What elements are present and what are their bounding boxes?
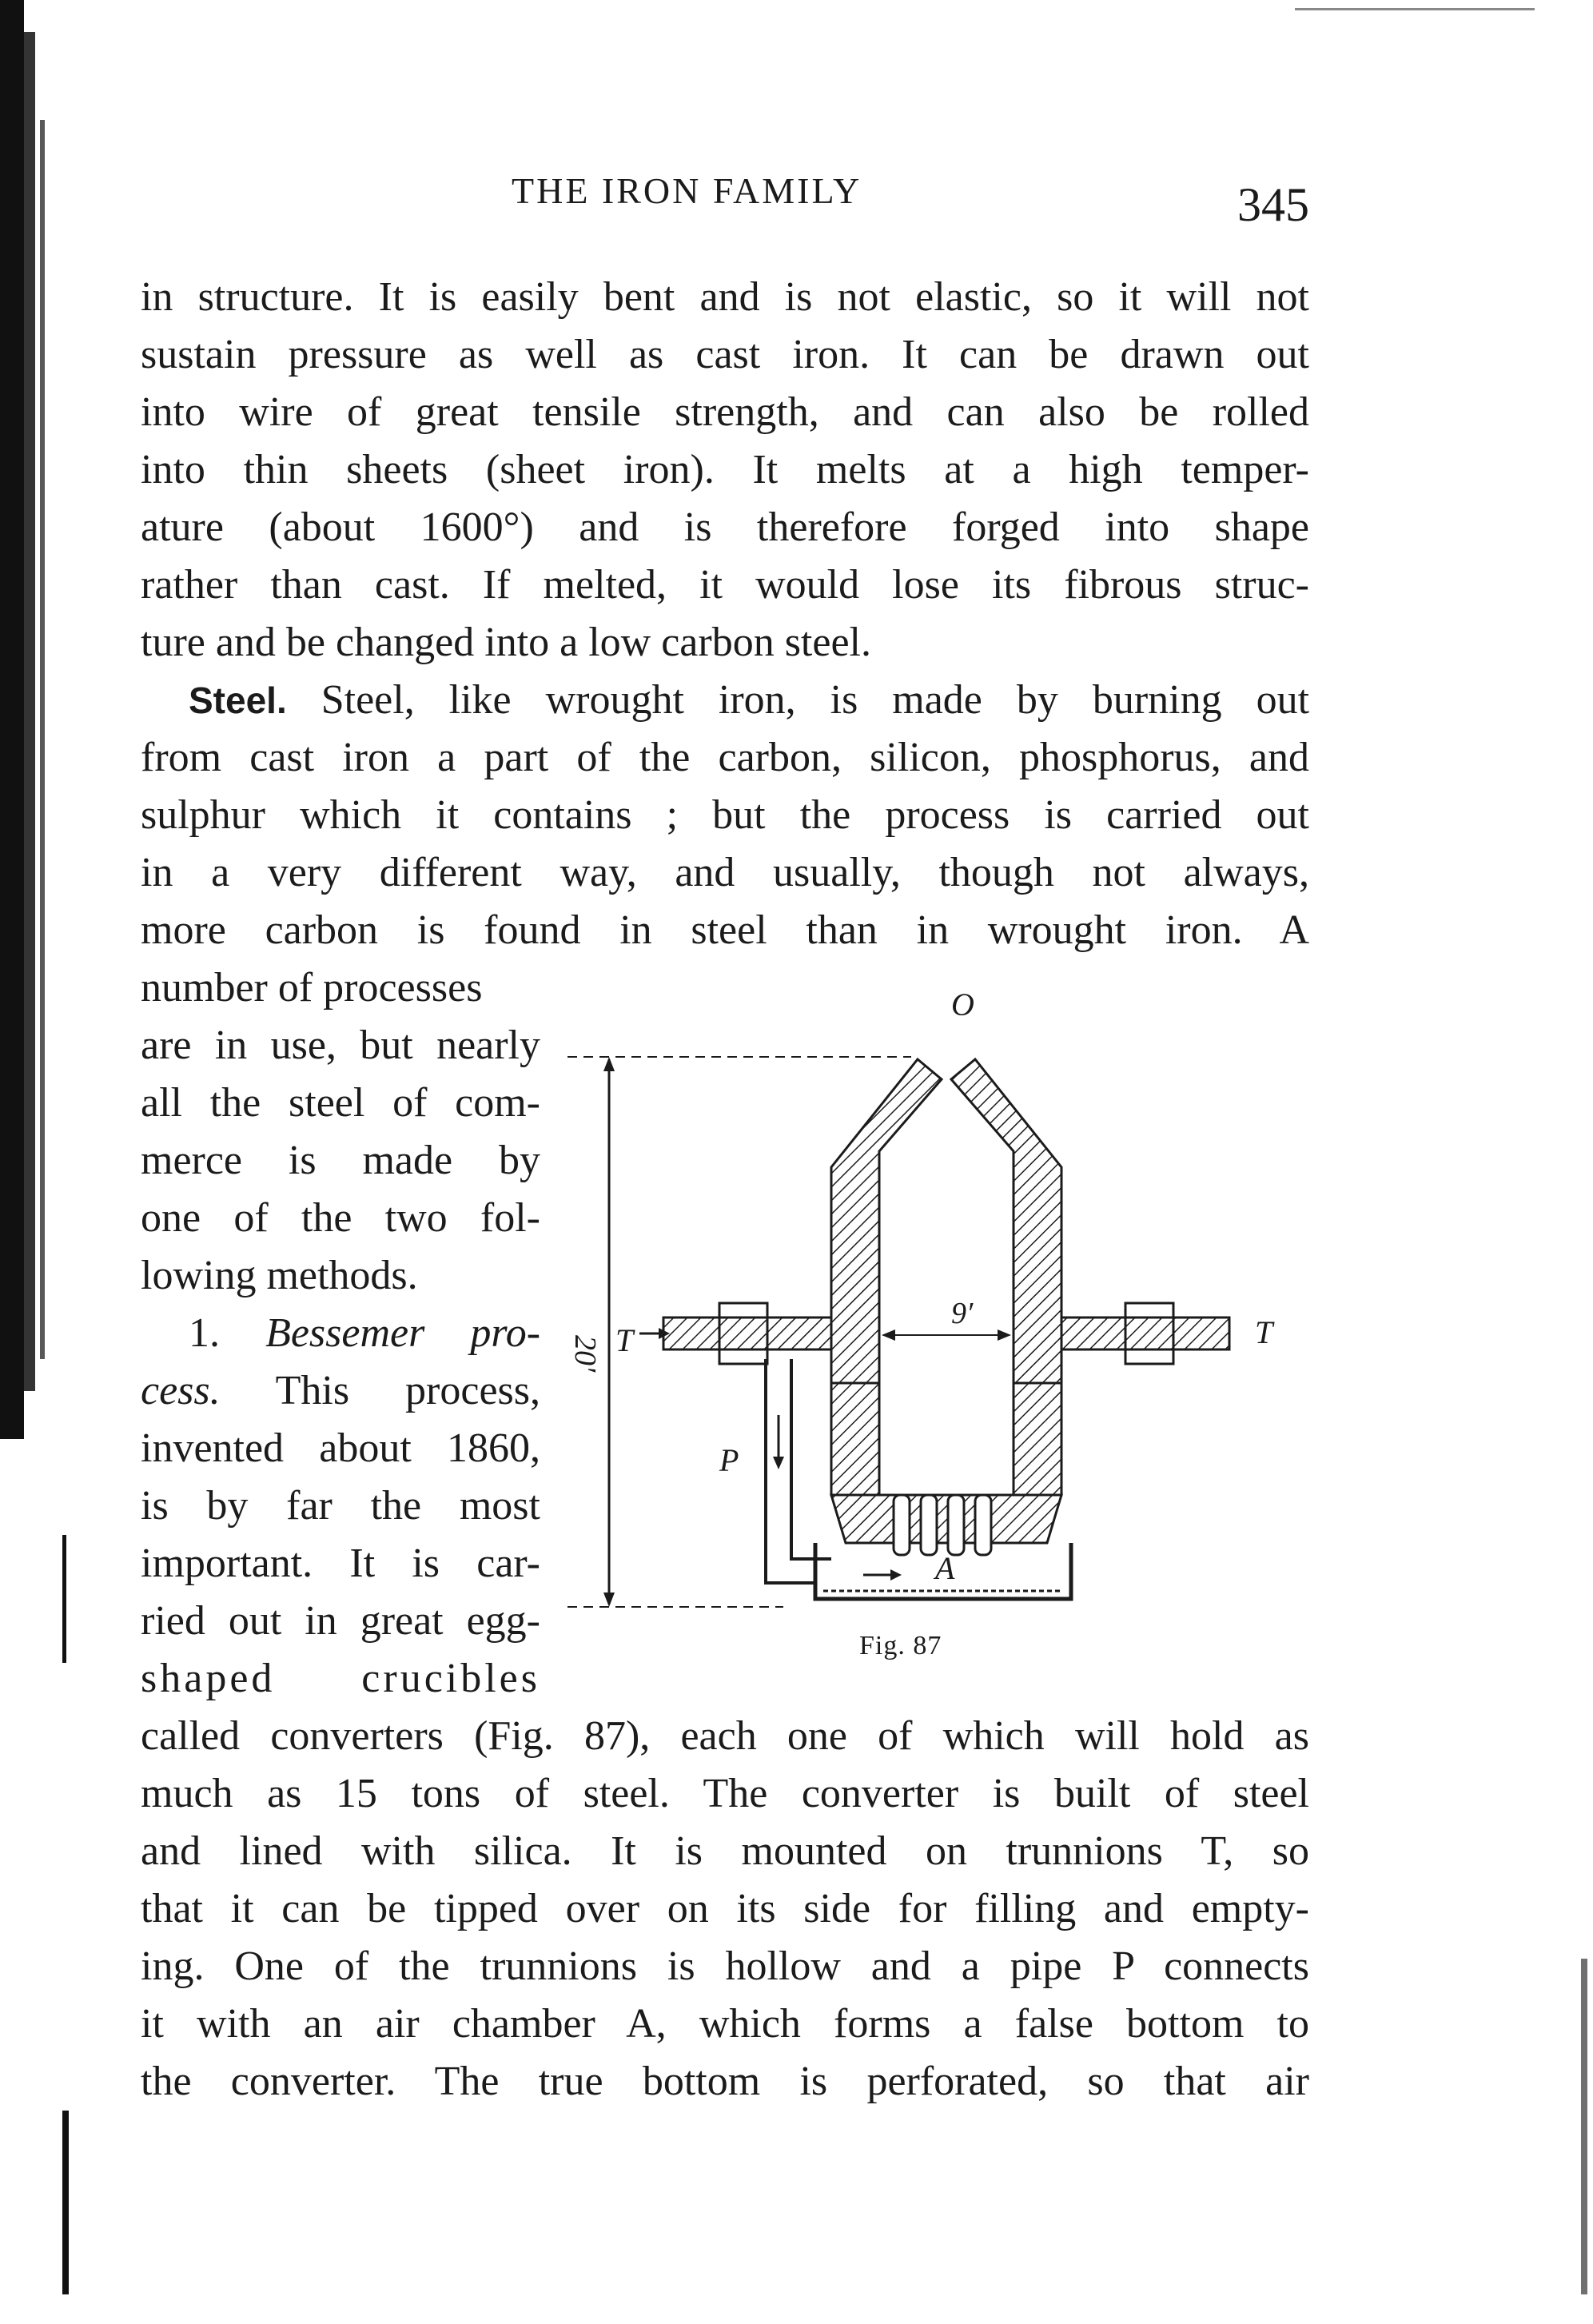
figure-caption: Fig. 87	[859, 1631, 942, 1660]
body-line: important. It is car-	[141, 1541, 540, 1586]
body-line: and lined with silica. It is mounted on trunnions T, so	[141, 1828, 1309, 1874]
perforated-bottom	[831, 1495, 1061, 1543]
body-line: sulphur which it contains ; but the process is carried out	[141, 792, 1309, 838]
dimension-width-label: 9′	[951, 1297, 974, 1330]
body-line: are in use, but nearly	[141, 1022, 540, 1068]
body-line: in structure. It is easily bent and is not elastic, so it will not	[141, 274, 1309, 320]
scan-edge-left-bar	[0, 0, 24, 1439]
body-line: ture and be changed into a low carbon steel.	[141, 620, 871, 665]
body-line: invented about 1860,	[141, 1425, 540, 1471]
body-line: merce is made by	[141, 1138, 540, 1183]
steel-first-line: Steel. Steel, like wrought iron, is made by burning out	[189, 677, 1310, 723]
steel-heading: Steel.	[189, 680, 287, 721]
scan-edge-left-bar-3	[40, 120, 45, 1359]
body-line: lowing methods.	[141, 1253, 418, 1298]
bessemer-title-line: 1. Bessemer pro-	[189, 1310, 541, 1356]
bessemer-title: Bessemer pro-	[265, 1310, 541, 1356]
body-line: it with an air chamber A, which forms a false bottom to	[141, 2001, 1309, 2047]
scan-edge-top-right	[1295, 8, 1535, 10]
label-A: A	[935, 1550, 955, 1586]
body-line: more carbon is found in steel than in wrought iron. A	[141, 907, 1309, 953]
scan-edge-right-mark	[1581, 1959, 1587, 2294]
body-line: sustain pressure as well as cast iron. It can be drawn out	[141, 332, 1309, 377]
page-number: 345	[1237, 178, 1309, 231]
bessemer-line: cess. This process,	[141, 1368, 540, 1413]
body-line: ried out in great egg-	[141, 1598, 540, 1644]
body-line: much as 15 tons of steel. The converter is built of steel	[141, 1771, 1309, 1816]
body-line: all the steel of com-	[141, 1080, 540, 1126]
body-line: rather than cast. If melted, it would lose its fibrous struc-	[141, 562, 1309, 608]
body-line: that it can be tipped over on its side for filling and empty-	[141, 1886, 1309, 1931]
body-line: shaped crucibles	[141, 1656, 540, 1701]
label-O: O	[951, 987, 974, 1022]
trunnion-left	[663, 1317, 831, 1349]
body-line: ing. One of the trunnions is hollow and a pipe P connects	[141, 1943, 1309, 1989]
bessemer-converter-figure	[560, 983, 1327, 1679]
dimension-height-label: 20′	[568, 1335, 602, 1373]
body-line: into thin sheets (sheet iron). It melts at a high temper-	[141, 447, 1309, 492]
body-line: is by far the most	[141, 1483, 540, 1529]
body-line: one of the two fol-	[141, 1195, 540, 1241]
body-line: from cast iron a part of the carbon, silicon, phosphorus, and	[141, 735, 1309, 780]
trunnion-right	[1061, 1317, 1229, 1349]
scan-edge-left-mark	[62, 1535, 66, 1663]
scan-edge-left-bar-2	[24, 32, 35, 1391]
label-T-right: T	[1255, 1314, 1273, 1350]
running-head: THE IRON FAMILY	[512, 170, 862, 211]
body-line: into wire of great tensile strength, and can also be rolled	[141, 389, 1309, 435]
label-T-left: T	[615, 1322, 634, 1358]
body-line: in a very different way, and usually, though not always,	[141, 850, 1309, 895]
body-line: called converters (Fig. 87), each one of which will hold as	[141, 1713, 1309, 1759]
label-P: P	[719, 1442, 739, 1478]
body-line: number of processes	[141, 965, 483, 1011]
scan-edge-left-mark-2	[62, 2111, 69, 2294]
body-line: the converter. The true bottom is perforated, so that air	[141, 2059, 1309, 2104]
body-line: ature (about 1600°) and is therefore forged into shape	[141, 504, 1309, 550]
